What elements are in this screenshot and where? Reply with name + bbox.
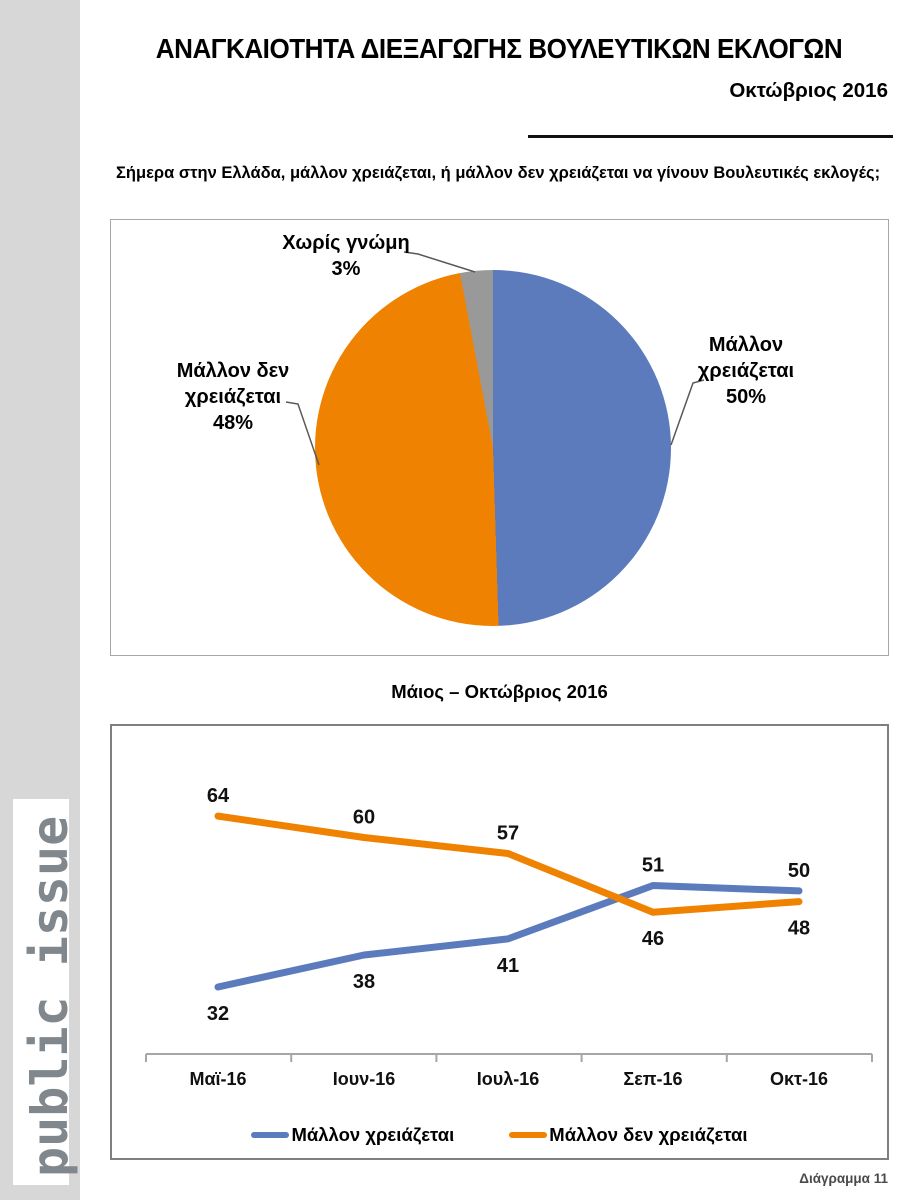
x-axis-label: Μαϊ-16	[189, 1069, 247, 1089]
data-label: 46	[641, 928, 665, 951]
pie-label-percent: 3%	[331, 258, 361, 280]
pie-label-text: Χωρίς γνώμη	[282, 232, 410, 254]
data-label: 50	[787, 859, 811, 882]
data-label: 57	[496, 822, 520, 845]
data-label: 60	[352, 806, 376, 829]
logo-strip	[13, 799, 79, 1185]
data-label: 32	[206, 1003, 230, 1025]
pie-graphic	[315, 270, 671, 626]
header-divider	[528, 135, 893, 138]
legend-dash-orange	[509, 1132, 547, 1138]
data-label: 38	[352, 971, 376, 993]
line-chart-panel	[110, 724, 889, 1160]
data-label: 64	[206, 785, 230, 808]
data-label: 41	[496, 954, 520, 977]
page-subtitle: Οκτώβριος 2016	[729, 79, 888, 102]
page-title: ΑΝΑΓΚΑΙΟΤΗΤΑ ΔΙΕΞΑΓΩΓΗΣ ΒΟΥΛΕΥΤΙΚΩΝ ΕΚΛΟΓΩΝ	[155, 33, 843, 64]
data-label: 51	[641, 854, 665, 877]
pie-label-rather-not-needed	[158, 358, 308, 436]
pie-label-percent: 48%	[212, 412, 254, 434]
pie-label-text: Μάλλον χρειάζεται	[697, 334, 795, 382]
legend-label: Μάλλον χρειάζεται	[291, 1124, 455, 1145]
legend-item-rather-not-needed	[509, 1124, 747, 1146]
public-issue-logo: public issue	[21, 815, 79, 1177]
pie-label-text: Μάλλον δεν χρειάζεται	[176, 360, 290, 408]
legend-dash-blue	[251, 1132, 289, 1138]
line-chart-graphic	[112, 726, 887, 1158]
data-label: 48	[787, 917, 811, 940]
legend-label: Μάλλον δεν χρειάζεται	[549, 1124, 748, 1145]
trend-chart-title: Μάιος – Οκτώβριος 2016	[391, 681, 608, 702]
chart-legend	[112, 1124, 887, 1146]
pie-label-percent: 50%	[725, 386, 767, 408]
pie-label-no-opinion	[241, 230, 451, 282]
diagram-number: Διάγραμμα 11	[799, 1171, 888, 1186]
legend-item-rather-needed	[251, 1124, 454, 1146]
x-axis-label: Ιουλ-16	[476, 1069, 540, 1089]
survey-question: Σήμερα στην Ελλάδα, μάλλον χρειάζεται, ή μάλλον δεν χρειάζεται να γίνουν Βουλευτικές εκλογές;	[116, 164, 881, 182]
x-axis-label: Οκτ-16	[769, 1069, 829, 1089]
pie-chart-panel	[110, 219, 889, 656]
x-axis-label: Ιουν-16	[332, 1069, 396, 1089]
pie-label-rather-needed	[681, 332, 811, 410]
x-axis-label: Σεπ-16	[623, 1069, 683, 1089]
